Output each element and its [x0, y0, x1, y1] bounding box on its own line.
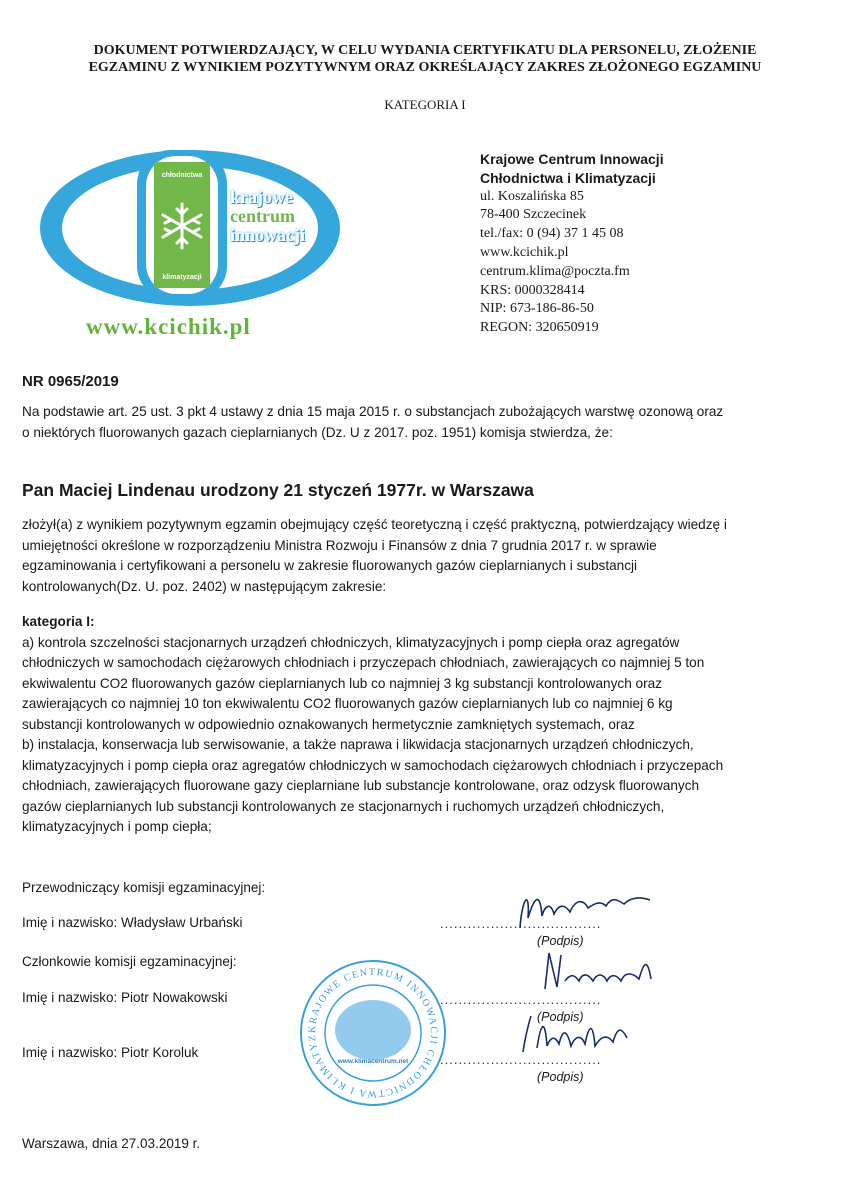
person-line: Pan Maciej Lindenau urodzony 21 styczeń 1977r. w Warszawa	[22, 480, 534, 500]
signature-member2	[515, 1008, 645, 1058]
scope-line: zawierających co najmniej 10 ton ekwiwalentu CO2 fluorowanych gazów cieplarnianych lub co najmniej 6 kg	[22, 696, 673, 711]
signature-label-member1: (Podpis)	[537, 1010, 584, 1024]
logo-bottom-text: klimatyzacji	[162, 274, 202, 281]
chair-heading: Przewodniczący komisji egzaminacyjnej:	[22, 880, 266, 895]
logo-word-3: innowacji	[230, 225, 306, 245]
signature-line-member2: ...................................	[440, 1052, 602, 1067]
body-line: umiejętności określone w rozporządzeniu Ministra Rozwoju i Finansów z dnia 7 grudnia 2017 r. w sprawie	[22, 537, 657, 553]
org-phone: tel./fax: 0 (94) 37 1 45 08	[480, 226, 624, 242]
category-label: KATEGORIA I	[384, 97, 466, 112]
org-street: ul. Koszalińska 85	[480, 188, 584, 204]
org-regon: REGON: 320650919	[480, 320, 599, 336]
scope-line: klimatyzacyjnych i pomp ciepła;	[22, 819, 212, 834]
place-and-date: Warszawa, dnia 27.03.2019 r.	[22, 1136, 201, 1151]
logo-word-2: centrum	[230, 206, 295, 226]
title-line-2: EGZAMINU Z WYNIKIEM POZYTYWNYM ORAZ OKREŚLAJĄCY ZAKRES ZŁOŻONEGO EGZAMINU	[88, 60, 762, 75]
org-name-1: Krajowe Centrum Innowacji	[480, 151, 664, 167]
logo-word-1: krajowe	[230, 187, 293, 207]
intro-line-2: o niektórych fluorowanych gazach cieplarnianych (Dz. U z 2017. poz. 1951) komisja stwierdza, że:	[22, 424, 613, 440]
body-paragraph	[22, 515, 812, 597]
scope-line: klimatyzacyjnych i pomp ciepła oraz agregatów chłodniczych w samochodach ciężarowych chłodniach i przyczepach	[22, 757, 724, 773]
scope-line: chłodniczych w samochodach ciężarowych chłodniach i przyczepach chłodniach, zawierających co najmniej 5 ton	[22, 655, 705, 670]
body-line: złożył(a) z wynikiem pozytywnym egzamin obejmujący część teoretyczną i część praktyczną, potwierdzający wiedzę i	[22, 517, 727, 532]
scope-line: a) kontrola szczelności stacjonarnych urządzeń chłodniczych, klimatyzacyjnych i pomp ciepła oraz agregatów	[22, 634, 680, 650]
logo-wordmark	[230, 188, 305, 245]
members-heading: Członkowie komisji egzaminacyjnej:	[22, 954, 237, 969]
chair-name: Imię i nazwisko: Władysław Urbański	[22, 915, 243, 930]
org-krs: KRS: 0000328414	[480, 282, 585, 298]
stamp-center-text: www.klimacentrum.net	[337, 1058, 409, 1065]
logo-top-text: chłodnictwa	[161, 172, 203, 179]
intro-line-1: Na podstawie art. 25 ust. 3 pkt 4 ustawy z dnia 15 maja 2015 r. o substancjach zubożających warstwę ozonową oraz	[22, 404, 724, 419]
org-name-2: Chłodnictwa i Klimatyzacji	[480, 169, 656, 186]
svg-text:KRAJOWE CENTRUM INNOWACJI CHŁO: KRAJOWE CENTRUM INNOWACJI CHŁODNICTWA I KLIMATYZ	[306, 966, 440, 1100]
scope-section	[22, 612, 812, 838]
document-number: NR 0965/2019	[22, 373, 119, 390]
signature-member1	[535, 945, 665, 995]
org-email: centrum.klima@poczta.fm	[480, 263, 630, 279]
org-city: 78-400 Szczecinek	[480, 207, 587, 223]
signature-line-member1: ...................................	[440, 992, 602, 1007]
scope-line: gazów cieplarnianych lub substancji kontrolowanych ze stacjonarnych i ruchomych urządzeń chłodniczych,	[22, 798, 665, 814]
organization-logo	[40, 148, 360, 348]
scope-line: ekwiwalentu CO2 fluorowanych gazów cieplarnianych lub co najmniej 3 kg substancji kontrolowanych oraz	[22, 675, 662, 691]
scope-line: b) instalacja, konserwacja lub serwisowanie, a także naprawa i likwidacja stacjonarnych urządzeń chłodniczych,	[22, 737, 694, 752]
body-line: egzaminowania i certyfikowani a personelu w zakresie fluorowanych gazów cieplarnianych i substancji	[22, 558, 638, 573]
scope-line: chłodniach, zawierających fluorowane gazy cieplarniane lub substancje kontrolowane, oraz odzysk fluorowanych	[22, 778, 700, 793]
member1-name: Imię i nazwisko: Piotr Nowakowski	[22, 990, 228, 1005]
member2-name: Imię i nazwisko: Piotr Koroluk	[22, 1045, 199, 1060]
title-line-1: DOKUMENT POTWIERDZAJĄCY, W CELU WYDANIA CERTYFIKATU DLA PERSONELU, ZŁOŻENIE	[93, 43, 757, 58]
scope-line: substancji kontrolowanych w odpowiednio oznakowanych hermetycznie zamkniętych systemach, oraz	[22, 716, 635, 732]
org-nip: NIP: 673-186-86-50	[480, 301, 594, 317]
official-stamp	[298, 958, 448, 1108]
org-www: www.kcichik.pl	[480, 244, 569, 260]
body-line: kontrolowanych(Dz. U. poz. 2402) w następującym zakresie:	[22, 578, 387, 594]
logo-website: www.kcichik.pl	[86, 314, 251, 339]
signature-line-chair: ...................................	[440, 916, 602, 931]
scope-heading: kategoria I:	[22, 614, 95, 629]
document-title	[40, 42, 810, 76]
organization-address	[480, 150, 664, 338]
stamp-seal-icon	[298, 958, 448, 1108]
signature-label-member2: (Podpis)	[537, 1070, 584, 1084]
signature-label-chair: (Podpis)	[537, 934, 584, 948]
intro-paragraph	[22, 402, 812, 443]
signature-chair	[500, 878, 680, 938]
